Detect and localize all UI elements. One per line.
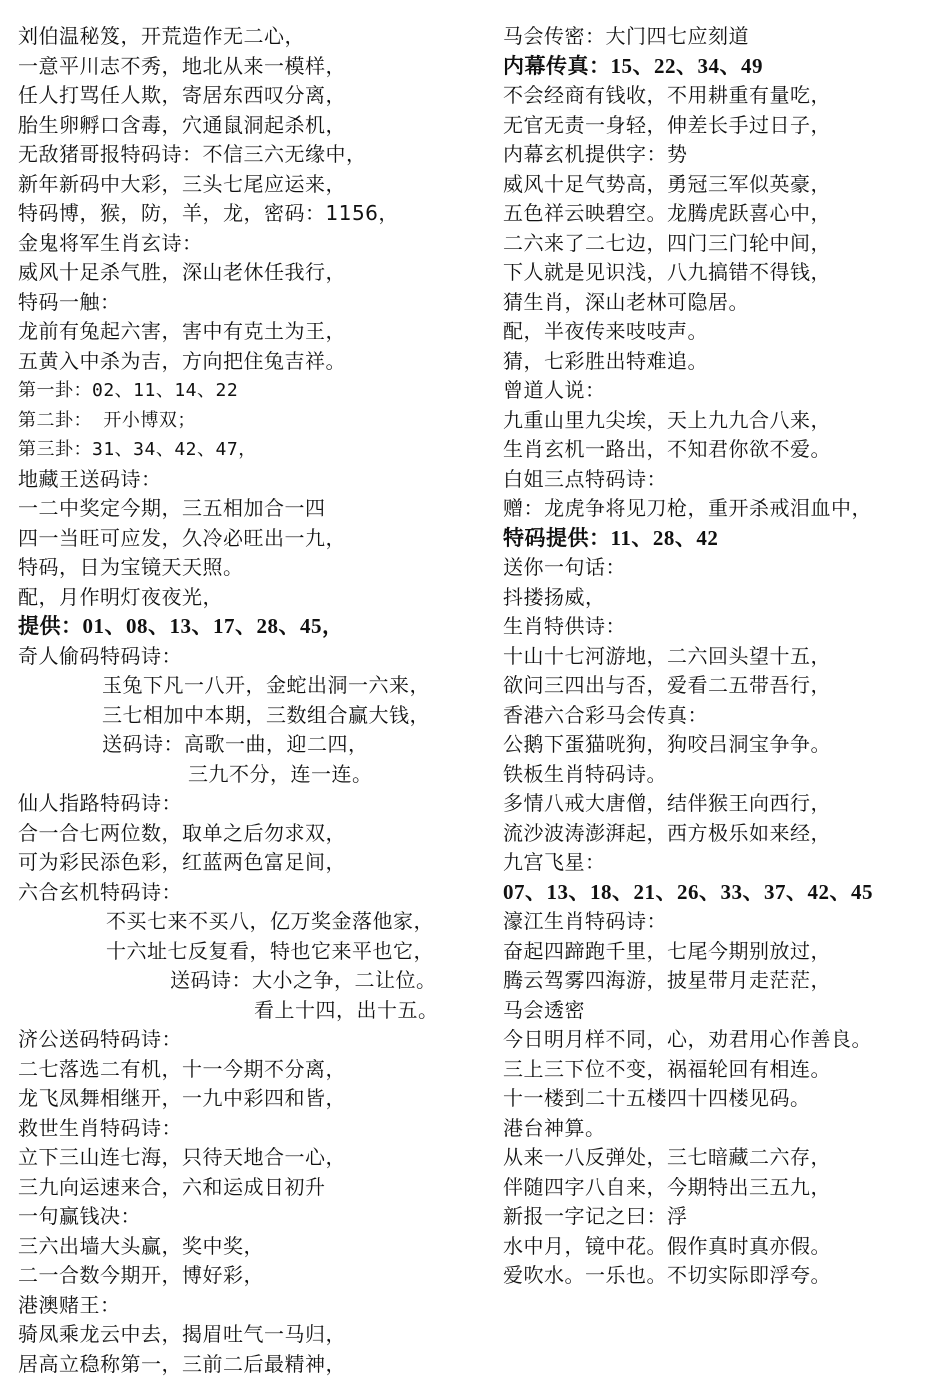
text-line: 公鹅下蛋猫咣狗，狗咬吕洞宝争争。 [503, 732, 831, 756]
left-column [18, 22, 488, 1379]
text-line: 香港六合彩马会传真： [503, 702, 708, 727]
text-line: 欲问三四出与否，爱看二五带吾行， [503, 673, 831, 697]
text-line: 地藏王送码诗： [18, 466, 162, 491]
text-line: 下人就是见识浅，八九搞错不得钱， [503, 260, 831, 284]
text-line: 赠：龙虎争将见刀枪，重开杀戒泪血中， [503, 496, 872, 520]
text-line: 不买七来不买八，亿万奖金落他家， [106, 909, 434, 933]
text-line: 港台神算。 [503, 1115, 606, 1140]
text-line: 送码诗：大小之争，二让位。 [170, 968, 437, 992]
text-line: 港澳赌王： [18, 1292, 121, 1317]
text-line: 无官无责一身轻，伸差长手过日子， [503, 112, 831, 137]
text-line: 特码一触： [18, 289, 121, 314]
text-line: 二六来了二七边，四门三门轮中间， [503, 230, 831, 255]
text-line: 内幕玄机提供字：势 [503, 142, 688, 166]
text-line: 白姐三点特码诗： [503, 466, 667, 491]
text-line: 新年新码中大彩，三头七尾应运来， [18, 171, 346, 196]
text-line: 二一合数今期开，博好彩， [18, 1263, 264, 1287]
text-line: 特码博，猴，防，羊，龙，密码：1156， [18, 201, 399, 225]
text-line: 三上三下位不变，祸福轮回有相连。 [503, 1056, 831, 1081]
text-line: 十山十七河游地，二六回头望十五， [503, 643, 831, 668]
text-line: 多情八戒大唐僧，结伴猴王向西行， [503, 791, 831, 815]
text-line: 六合玄机特码诗： [18, 879, 182, 904]
text-line: 九重山里九尖埃，天上九九合八来， [503, 407, 831, 432]
text-line: 四一当旺可应发，久冷必旺出一九， [18, 525, 346, 550]
text-line: 从来一八反弹处，三七暗藏二六存， [503, 1145, 831, 1169]
text-line: 三九向运速来合，六和运成日初升 [18, 1174, 326, 1199]
text-line: 配，半夜传来吱吱声。 [503, 319, 708, 343]
text-line: 龙前有兔起六害，害中有克土为王， [18, 319, 346, 343]
text-line: 第一卦：02、11、14、22 [18, 380, 239, 401]
text-line: 居高立稳称第一，三前二后最精神， [18, 1351, 346, 1376]
text-line: 新报一字记之曰：浮 [503, 1204, 688, 1228]
text-line: 二七落选二有机，十一今期不分离， [18, 1056, 346, 1081]
text-line: 特码，日为宝镜天天照。 [18, 555, 244, 579]
text-line: 龙飞凤舞相继开，一九中彩四和皆， [18, 1086, 346, 1110]
text-line: 腾云驾雾四海游，披星带月走茫茫， [503, 968, 831, 992]
right-column [503, 22, 928, 1291]
text-line: 五色祥云映碧空。龙腾虎跃喜心中， [503, 201, 831, 225]
text-line: 胎生卵孵口含毒，穴通鼠洞起杀机， [18, 112, 346, 137]
text-line: 一句赢钱决： [18, 1204, 141, 1228]
text-line: 一二中奖定今期，三五相加合一四 [18, 496, 326, 520]
text-line: 水中月，镜中花。假作真时真亦假。 [503, 1233, 831, 1258]
text-line: 合一合七两位数，取单之后勿求双， [18, 820, 346, 845]
text-line: 第二卦： 开小博双； [18, 409, 196, 431]
text-line: 十一楼到二十五楼四十四楼见码。 [503, 1086, 811, 1110]
text-line: 威风十足气势高，勇冠三军似英豪， [503, 171, 831, 196]
text-line: 提供：01、08、13、17、28、45， [18, 614, 344, 638]
text-line: 刘伯温秘笈，开荒造作无二心， [18, 24, 305, 48]
text-line: 爱吹水。一乐也。不切实际即浮夸。 [503, 1263, 831, 1287]
text-line: 特码提供：11、28、42 [503, 525, 719, 550]
text-line: 马会传密：大门四七应刻道 [503, 24, 749, 48]
text-line: 立下三山连七海，只待天地合一心， [18, 1145, 346, 1169]
text-line: 九宫飞星： [503, 850, 606, 874]
text-line: 三六出墙大头赢，奖中奖， [18, 1233, 264, 1258]
text-line: 玉兔下凡一八开，金蛇出洞一六来， [102, 673, 430, 697]
text-line: 猜，七彩胜出特难追。 [503, 348, 708, 373]
text-line: 配，月作明灯夜夜光， [18, 584, 223, 609]
text-line: 骑凤乘龙云中去，揭眉吐气一马归， [18, 1322, 346, 1346]
text-line: 十六址七反复看，特也它来平也它， [106, 938, 434, 963]
text-line: 生肖玄机一路出，不知君你欲不爱。 [503, 437, 831, 461]
text-line: 内幕传真：15、22、34、49 [503, 53, 763, 78]
text-line: 奇人偷码特码诗： [18, 643, 182, 668]
text-line: 流沙波涛澎湃起，西方极乐如来经， [503, 820, 831, 845]
text-line: 铁板生肖特码诗。 [503, 761, 667, 786]
text-line: 今日明月样不同，心，劝君用心作善良。 [503, 1027, 872, 1051]
text-line: 送码诗：高歌一曲，迎二四， [102, 732, 369, 756]
text-line: 三七相加中本期，三数组合赢大钱， [102, 702, 430, 727]
text-line: 生肖特供诗： [503, 614, 626, 638]
text-line: 看上十四，出十五。 [254, 997, 439, 1022]
text-line: 抖搂扬威， [503, 584, 606, 609]
text-line: 猜生肖，深山老林可隐居。 [503, 289, 749, 314]
text-line: 五黄入中杀为吉，方向把住兔吉祥。 [18, 348, 346, 373]
text-line: 威风十足杀气胜，深山老休任我行， [18, 260, 346, 284]
text-line: 07、13、18、21、26、33、37、42、45 [503, 879, 873, 904]
text-line: 濠江生肖特码诗： [503, 909, 667, 933]
text-line: 第三卦：31、34、42、47， [18, 439, 257, 460]
text-line: 奋起四蹄跑千里，七尾今期别放过， [503, 938, 831, 963]
text-line: 送你一句话： [503, 555, 626, 579]
text-line: 无敌猪哥报特码诗：不信三六无缘中， [18, 142, 367, 166]
text-line: 伴随四字八自来，今期特出三五九， [503, 1174, 831, 1199]
text-line: 仙人指路特码诗： [18, 791, 182, 815]
text-line: 可为彩民添色彩，红蓝两色富足间， [18, 850, 346, 874]
text-line: 任人打骂任人欺，寄居东西叹分离， [18, 83, 346, 107]
text-line: 曾道人说： [503, 378, 606, 402]
text-line: 金鬼将军生肖玄诗： [18, 230, 203, 255]
text-line: 救世生肖特码诗： [18, 1115, 182, 1140]
text-line: 三九不分，连一连。 [188, 761, 373, 786]
text-line: 一意平川志不秀，地北从来一模样， [18, 53, 346, 78]
text-line: 济公送码特码诗： [18, 1027, 182, 1051]
text-line: 不会经商有钱收，不用耕重有量吃， [503, 83, 831, 107]
text-line: 马会透密 [503, 997, 585, 1022]
